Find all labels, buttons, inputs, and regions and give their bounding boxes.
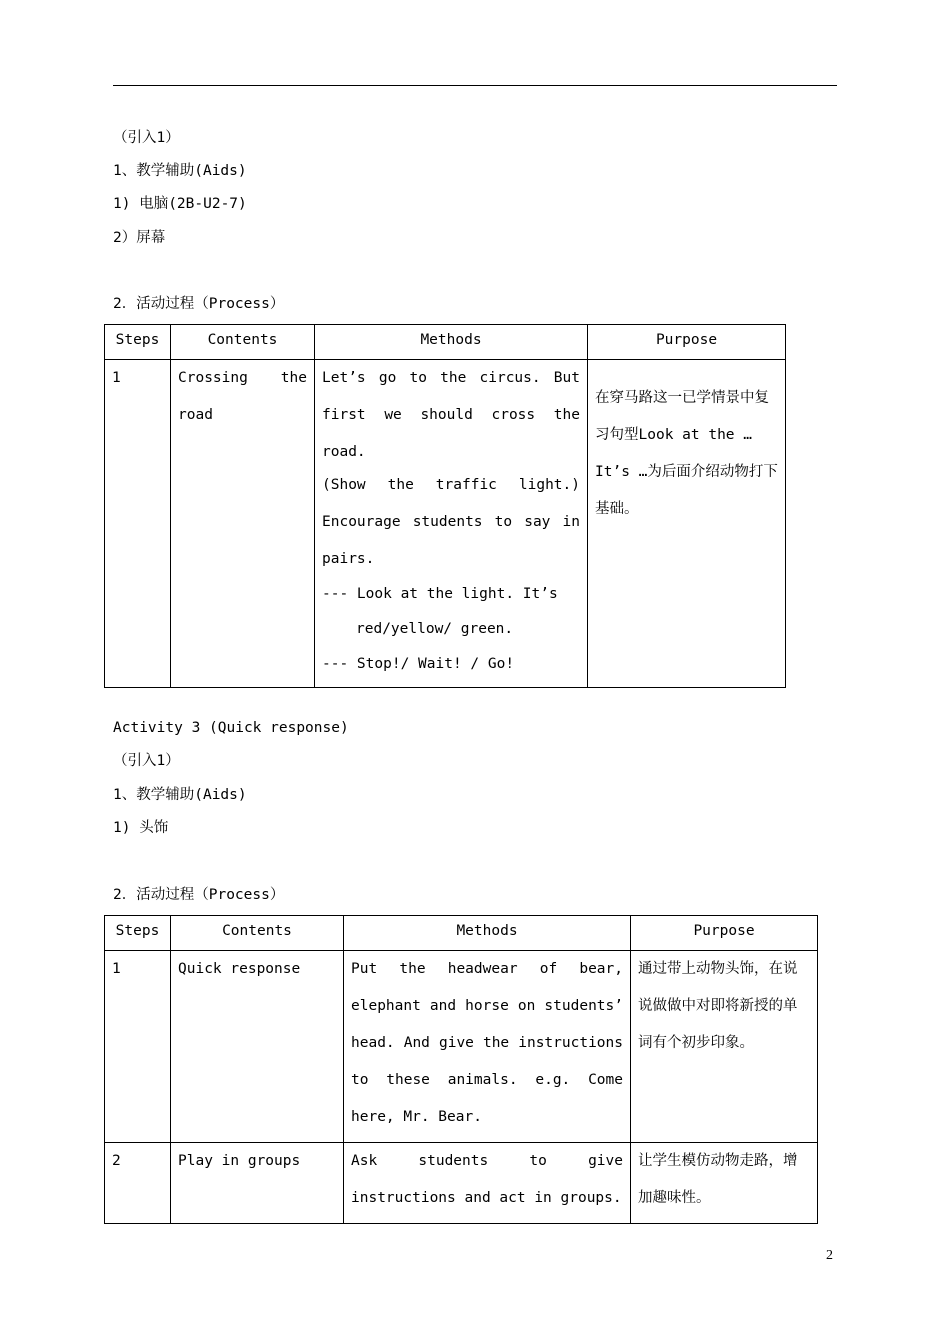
header-purpose: Purpose — [588, 325, 786, 360]
aid-item: 1) 电脑(2B-U2-7) — [113, 196, 247, 212]
header-contents: Contents — [171, 916, 344, 951]
methods-text: Let’s go to the circus. But first we should cross the road. — [322, 370, 580, 460]
activity-title: Activity 3 (Quick response) — [113, 720, 349, 736]
aid-item: 2）屏幕 — [113, 230, 166, 246]
step-methods: Put the headwear of bear, elephant and horse on students’ head. And give the instructions to these animals. e.g. Come here, Mr. Bear. — [344, 951, 631, 1143]
aids-heading: 1、教学辅助(Aids) — [113, 787, 247, 803]
header-contents: Contents — [171, 325, 315, 360]
process-table-1 — [104, 324, 786, 688]
methods-text: (Show the traffic light.) Encourage students to say in pairs. — [322, 477, 580, 567]
header-steps: Steps — [105, 916, 171, 951]
table-header-row — [105, 916, 818, 951]
process-heading: 2．活动过程（Process） — [113, 887, 285, 903]
intro-note: （引入1） — [113, 130, 180, 146]
aid-item: 1) 头饰 — [113, 820, 169, 836]
methods-dialogue: --- Stop!/ Wait! / Go! — [322, 656, 515, 672]
step-methods: Ask students to give instructions and act in groups. — [344, 1143, 631, 1224]
header-methods: Methods — [344, 916, 631, 951]
step-contents: Quick response — [171, 951, 344, 1143]
step-number: 1 — [105, 360, 171, 688]
header-methods: Methods — [315, 325, 588, 360]
header-steps: Steps — [105, 325, 171, 360]
table-header-row — [105, 325, 786, 360]
step-contents: Crossing the road — [171, 360, 315, 688]
step-number: 2 — [105, 1143, 171, 1224]
step-purpose: 通过带上动物头饰，在说说做做中对即将新授的单词有个初步印象。 — [631, 951, 818, 1143]
step-methods — [315, 360, 588, 688]
step-purpose: 让学生模仿动物走路，增加趣味性。 — [631, 1143, 818, 1224]
methods-dialogue: red/yellow/ green. — [356, 621, 514, 637]
process-heading: 2．活动过程（Process） — [113, 296, 285, 312]
aids-heading: 1、教学辅助(Aids) — [113, 163, 247, 179]
page-number: 2 — [826, 1248, 833, 1263]
process-table-2 — [104, 915, 818, 1224]
step-contents: Play in groups — [171, 1143, 344, 1224]
header-purpose: Purpose — [631, 916, 818, 951]
header-rule — [113, 85, 837, 86]
methods-dialogue: --- Look at the light. It’s — [322, 586, 558, 602]
intro-note: （引入1） — [113, 753, 180, 769]
table-row — [105, 1143, 818, 1224]
step-purpose: 在穿马路这一已学情景中复习句型Look at the … It’s …为后面介绍动物打下基础。 — [588, 360, 786, 688]
step-number: 1 — [105, 951, 171, 1143]
table-row — [105, 360, 786, 688]
table-row — [105, 951, 818, 1143]
